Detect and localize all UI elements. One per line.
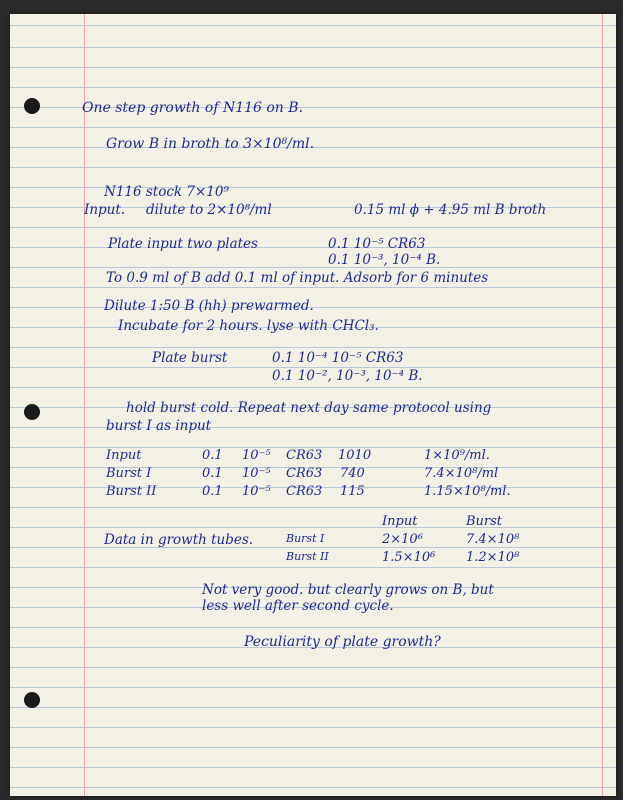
row-dil: 10⁻⁵: [242, 466, 271, 481]
note-title: One step growth of N116 on B.: [82, 100, 304, 116]
row-host: CR63: [286, 448, 323, 463]
note-line: burst I as input: [106, 418, 212, 434]
row-host: CR63: [286, 484, 323, 499]
notebook-page: [10, 14, 616, 796]
row-label: Burst II: [106, 484, 157, 499]
note-line: Input.: [84, 202, 126, 218]
note-line: hold burst cold. Repeat next day same protocol using: [126, 400, 492, 416]
row-vol: 0.1: [202, 448, 223, 463]
row-count: 1010: [338, 448, 372, 463]
row-titer: 7.4×10⁸/ml: [424, 466, 499, 481]
note-line: 0.1 10⁻⁴ 10⁻⁵ CR63: [272, 350, 404, 366]
punch-hole: [24, 692, 40, 708]
table-row: [10, 484, 610, 500]
note-line: Plate input two plates: [108, 236, 258, 252]
table-row: [10, 466, 610, 482]
row-label: Burst II: [286, 550, 329, 563]
table-row: [10, 532, 610, 548]
note-line: Dilute 1:50 B (hh) prewarmed.: [104, 298, 314, 314]
note-line: Data in growth tubes.: [104, 532, 254, 548]
punch-hole: [24, 404, 40, 420]
row-input: 2×10⁶: [382, 532, 423, 547]
note-line: To 0.9 ml of B add 0.1 ml of input. Adsorb for 6 minutes: [106, 270, 489, 286]
row-burst: 1.2×10⁸: [466, 550, 520, 565]
row-count: 115: [340, 484, 365, 499]
row-titer: 1.15×10⁸/ml.: [424, 484, 511, 499]
note-line: dilute to 2×10⁸/ml: [146, 202, 272, 218]
note-line: 0.1 10⁻³, 10⁻⁴ B.: [328, 252, 441, 268]
row-label: Burst I: [286, 532, 325, 545]
row-label: Input: [106, 448, 142, 463]
row-vol: 0.1: [202, 484, 223, 499]
row-vol: 0.1: [202, 466, 223, 481]
note-line: N116 stock 7×10⁹: [104, 184, 229, 200]
note-line: 0.1 10⁻⁵ CR63: [328, 236, 426, 252]
row-input: 1.5×10⁶: [382, 550, 436, 565]
row-dil: 10⁻⁵: [242, 448, 271, 463]
note-line: Peculiarity of plate growth?: [244, 634, 441, 650]
row-host: CR63: [286, 466, 323, 481]
row-count: 740: [340, 466, 365, 481]
row-dil: 10⁻⁵: [242, 484, 271, 499]
note-line: less well after second cycle.: [202, 598, 394, 614]
note-line: 0.15 ml ϕ + 4.95 ml B broth: [354, 202, 547, 218]
note-line: Grow B in broth to 3×10⁸/ml.: [106, 136, 315, 152]
note-line: Plate burst: [152, 350, 228, 366]
header-input: Input: [382, 514, 418, 529]
note-line: Incubate for 2 hours. lyse with CHCl₃.: [118, 318, 379, 334]
row-burst: 7.4×10⁸: [466, 532, 520, 547]
row-titer: 1×10⁹/ml.: [424, 448, 490, 463]
table-row: [10, 448, 610, 464]
punch-hole: [24, 98, 40, 114]
header-burst: Burst: [466, 514, 503, 529]
table-row: [10, 550, 610, 566]
row-label: Burst I: [106, 466, 152, 481]
note-line: 0.1 10⁻², 10⁻³, 10⁻⁴ B.: [272, 368, 423, 384]
growth-tube-header: [10, 514, 610, 530]
note-line: Not very good. but clearly grows on B, but: [202, 582, 494, 598]
